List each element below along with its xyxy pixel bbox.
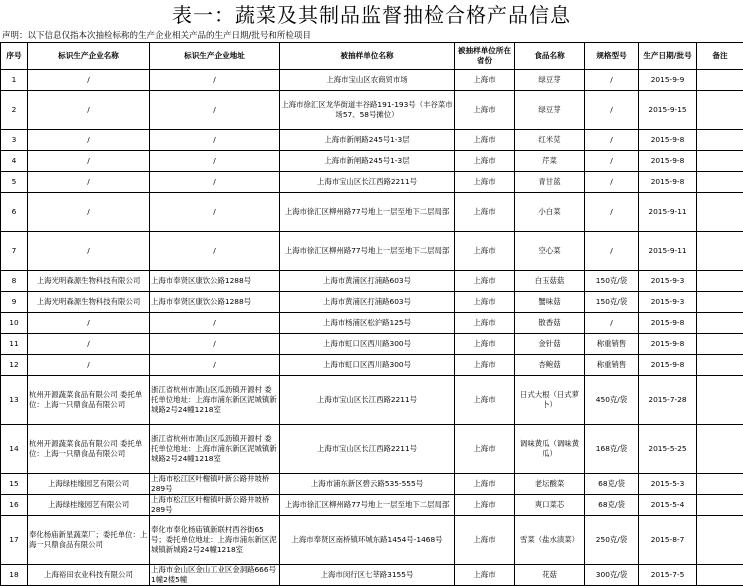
cell-maker: 上海光明森源生物科技有限公司 <box>28 271 150 292</box>
cell-province: 上海市 <box>455 425 515 474</box>
cell-province: 上海市 <box>455 495 515 516</box>
cell-date: 2015-9-8 <box>639 334 697 355</box>
cell-remark <box>697 232 743 271</box>
table-row <box>1 376 743 425</box>
cell-food-name: 白玉菇菇 <box>515 271 585 292</box>
cell-spec: 称重销售 <box>585 355 639 376</box>
header-sampled-unit: 被抽样单位名称 <box>280 43 455 70</box>
cell-date: 2015-9-8 <box>639 151 697 172</box>
cell-maker: 上海绿桂缘园艺有限公司 <box>28 474 150 495</box>
header-province: 被抽样单位所在省份 <box>455 43 515 70</box>
cell-spec: 300克/袋 <box>585 565 639 586</box>
table-row <box>1 474 743 495</box>
cell-maker: / <box>28 193 150 232</box>
cell-spec: 68克/袋 <box>585 495 639 516</box>
header-no: 序号 <box>1 43 28 70</box>
cell-no: 11 <box>1 334 28 355</box>
cell-sampled-unit: 上海市徐汇区柳州路77号地上一层至地下二层局部 <box>280 193 455 232</box>
cell-spec: 250克/袋 <box>585 516 639 565</box>
cell-spec: 68克/袋 <box>585 474 639 495</box>
cell-remark <box>697 172 743 193</box>
cell-maker: 上海绿桂缘园艺有限公司 <box>28 495 150 516</box>
cell-sampled-unit: 上海市黄浦区打浦路603号 <box>280 271 455 292</box>
cell-sampled-unit: 上海市闵行区七莘路3155号 <box>280 565 455 586</box>
cell-address: / <box>150 313 280 334</box>
cell-no: 2 <box>1 91 28 130</box>
cell-sampled-unit: 上海市徐汇区柳州路77号地上一层至地下二层局部 <box>280 232 455 271</box>
table-row <box>1 565 743 586</box>
table-row <box>1 232 743 271</box>
cell-province: 上海市 <box>455 91 515 130</box>
table-row <box>1 292 743 313</box>
cell-maker: 奉化杨庙新星蔬菜厂；委托单位：上海一只鼎食品有限公司 <box>28 516 150 565</box>
cell-no: 17 <box>1 516 28 565</box>
cell-spec: / <box>585 130 639 151</box>
cell-province: 上海市 <box>455 172 515 193</box>
cell-remark <box>697 151 743 172</box>
cell-food-name: 绿豆芽 <box>515 91 585 130</box>
cell-sampled-unit: 上海市宝山区长江西路2211号 <box>280 425 455 474</box>
cell-spec: 168克/袋 <box>585 425 639 474</box>
table-header-row <box>1 43 743 70</box>
cell-no: 8 <box>1 271 28 292</box>
cell-no: 5 <box>1 172 28 193</box>
table-row <box>1 355 743 376</box>
cell-province: 上海市 <box>455 292 515 313</box>
cell-province: 上海市 <box>455 313 515 334</box>
cell-sampled-unit: 上海市宝山区长江西路2211号 <box>280 172 455 193</box>
cell-no: 10 <box>1 313 28 334</box>
cell-address: 上海市金山区金山工业区金洞路666号1幢2楼5幢 <box>150 565 280 586</box>
cell-food-name: 芹菜 <box>515 151 585 172</box>
cell-sampled-unit: 上海市虹口区西川路300号 <box>280 334 455 355</box>
cell-sampled-unit: 上海市宝山区长江西路2211号 <box>280 376 455 425</box>
cell-date: 2015-9-8 <box>639 313 697 334</box>
cell-address: / <box>150 130 280 151</box>
cell-spec: 150克/袋 <box>585 271 639 292</box>
cell-date: 2015-9-11 <box>639 193 697 232</box>
cell-remark <box>697 70 743 91</box>
cell-date: 2015-9-3 <box>639 271 697 292</box>
cell-address: / <box>150 355 280 376</box>
cell-address: 上海市松江区叶榭镇叶新公路井坡桥289号 <box>150 495 280 516</box>
header-date: 生产日期/批号 <box>639 43 697 70</box>
cell-province: 上海市 <box>455 271 515 292</box>
cell-no: 12 <box>1 355 28 376</box>
cell-food-name: 金针菇 <box>515 334 585 355</box>
cell-food-name: 蟹味菇 <box>515 292 585 313</box>
cell-no: 6 <box>1 193 28 232</box>
cell-food-name: 青甘蓝 <box>515 172 585 193</box>
cell-spec: / <box>585 70 639 91</box>
cell-maker: / <box>28 172 150 193</box>
table-row <box>1 495 743 516</box>
cell-address: 上海市奉贤区康饮公路1288号 <box>150 271 280 292</box>
cell-remark <box>697 271 743 292</box>
cell-address: / <box>150 232 280 271</box>
cell-food-name: 老坛酸菜 <box>515 474 585 495</box>
cell-remark <box>697 313 743 334</box>
header-spec: 规格型号 <box>585 43 639 70</box>
page-title: 表一：蔬菜及其制品监督抽检合格产品信息 <box>0 0 743 30</box>
cell-province: 上海市 <box>455 70 515 91</box>
cell-no: 13 <box>1 376 28 425</box>
header-address: 标识生产企业地址 <box>150 43 280 70</box>
cell-remark <box>697 193 743 232</box>
cell-remark <box>697 334 743 355</box>
cell-date: 2015-9-15 <box>639 91 697 130</box>
cell-maker: / <box>28 91 150 130</box>
cell-sampled-unit: 上海市宝山区农商贸市场 <box>280 70 455 91</box>
cell-sampled-unit: 上海市虹口区西川路300号 <box>280 355 455 376</box>
cell-remark <box>697 565 743 586</box>
cell-date: 2015-9-8 <box>639 172 697 193</box>
cell-maker: / <box>28 232 150 271</box>
cell-maker: / <box>28 334 150 355</box>
table-row <box>1 91 743 130</box>
cell-province: 上海市 <box>455 355 515 376</box>
cell-remark <box>697 425 743 474</box>
cell-spec: / <box>585 232 639 271</box>
cell-address: / <box>150 172 280 193</box>
cell-remark <box>697 91 743 130</box>
cell-food-name: 散香菇 <box>515 313 585 334</box>
cell-maker: 杭州开源蔬菜食品有限公司 委托单位：上海一只鼎食品有限公司 <box>28 425 150 474</box>
cell-sampled-unit: 上海市杨浦区松沪路125号 <box>280 313 455 334</box>
cell-province: 上海市 <box>455 376 515 425</box>
cell-province: 上海市 <box>455 151 515 172</box>
cell-date: 2015-9-3 <box>639 292 697 313</box>
header-remark: 备注 <box>697 43 743 70</box>
cell-address: 上海市奉贤区康饮公路1288号 <box>150 292 280 313</box>
table-row <box>1 516 743 565</box>
cell-food-name: 调味黄瓜（调味黄瓜） <box>515 425 585 474</box>
cell-remark <box>697 292 743 313</box>
cell-no: 18 <box>1 565 28 586</box>
cell-province: 上海市 <box>455 193 515 232</box>
cell-maker: 杭州开源蔬菜食品有限公司 委托单位：上海一只鼎食品有限公司 <box>28 376 150 425</box>
table-row <box>1 334 743 355</box>
cell-date: 2015-9-11 <box>639 232 697 271</box>
cell-no: 16 <box>1 495 28 516</box>
cell-food-name: 日式大根（日式萝卜） <box>515 376 585 425</box>
cell-date: 2015-5-25 <box>639 425 697 474</box>
cell-spec: / <box>585 151 639 172</box>
cell-food-name: 小白菜 <box>515 193 585 232</box>
cell-date: 2015-5-4 <box>639 495 697 516</box>
cell-no: 3 <box>1 130 28 151</box>
cell-maker: / <box>28 130 150 151</box>
cell-food-name: 花菇 <box>515 565 585 586</box>
cell-date: 2015-7-5 <box>639 565 697 586</box>
cell-no: 14 <box>1 425 28 474</box>
cell-province: 上海市 <box>455 232 515 271</box>
cell-date: 2015-9-9 <box>639 70 697 91</box>
cell-no: 4 <box>1 151 28 172</box>
inspection-table <box>0 42 743 586</box>
header-maker: 标识生产企业名称 <box>28 43 150 70</box>
cell-sampled-unit: 上海市黄浦区打浦路603号 <box>280 292 455 313</box>
table-row <box>1 193 743 232</box>
cell-address: 浙江省杭州市萧山区瓜沥镇开源村 委托单位地址：上海市浦东新区泥城镇新城路2号24幢1218室 <box>150 425 280 474</box>
disclaimer-note: 声明：以下信息仅指本次抽检标称的生产企业相关产品的生产日期/批号和所检项目 <box>2 30 742 42</box>
cell-province: 上海市 <box>455 474 515 495</box>
cell-address: 浙江省杭州市萧山区瓜沥镇开源村 委托单位地址：上海市浦东新区泥城镇新城路2号24幢1218室 <box>150 376 280 425</box>
cell-remark <box>697 516 743 565</box>
cell-remark <box>697 495 743 516</box>
cell-province: 上海市 <box>455 516 515 565</box>
cell-maker: / <box>28 313 150 334</box>
cell-sampled-unit: 上海市奉贤区南桥镇环城东路1454号-1468号 <box>280 516 455 565</box>
cell-address: / <box>150 334 280 355</box>
cell-food-name: 爽口菜芯 <box>515 495 585 516</box>
cell-food-name: 杏鲍菇 <box>515 355 585 376</box>
cell-spec: 450克/袋 <box>585 376 639 425</box>
cell-address: / <box>150 91 280 130</box>
cell-food-name: 雪菜（盐水渍菜） <box>515 516 585 565</box>
cell-date: 2015-7-28 <box>639 376 697 425</box>
table-row <box>1 271 743 292</box>
table-row <box>1 151 743 172</box>
cell-address: / <box>150 193 280 232</box>
cell-spec: / <box>585 193 639 232</box>
cell-province: 上海市 <box>455 565 515 586</box>
cell-food-name: 绿豆芽 <box>515 70 585 91</box>
cell-maker: / <box>28 151 150 172</box>
cell-sampled-unit: 上海市徐汇区龙华街道丰谷路191-193号（丰谷菜市场57、58号摊位） <box>280 91 455 130</box>
header-food-name: 食品名称 <box>515 43 585 70</box>
cell-date: 2015-9-8 <box>639 130 697 151</box>
cell-sampled-unit: 上海市浦东新区碧云路535-555号 <box>280 474 455 495</box>
cell-address: / <box>150 151 280 172</box>
cell-province: 上海市 <box>455 334 515 355</box>
cell-spec: / <box>585 91 639 130</box>
cell-no: 9 <box>1 292 28 313</box>
cell-date: 2015-8-7 <box>639 516 697 565</box>
cell-address: 上海市松江区叶榭镇叶新公路井坡桥289号 <box>150 474 280 495</box>
table-row <box>1 70 743 91</box>
cell-maker: / <box>28 355 150 376</box>
cell-sampled-unit: 上海市新闸路245号1-3层 <box>280 130 455 151</box>
cell-spec: 150克/袋 <box>585 292 639 313</box>
cell-spec: / <box>585 313 639 334</box>
cell-spec: 称重销售 <box>585 334 639 355</box>
cell-food-name: 空心菜 <box>515 232 585 271</box>
cell-no: 15 <box>1 474 28 495</box>
cell-sampled-unit: 上海市徐汇区柳州路77号地上一层至地下二层局部 <box>280 495 455 516</box>
cell-date: 2015-9-8 <box>639 355 697 376</box>
cell-maker: 上海裕田农业科技有限公司 <box>28 565 150 586</box>
cell-food-name: 红米苋 <box>515 130 585 151</box>
cell-remark <box>697 376 743 425</box>
table-row <box>1 425 743 474</box>
cell-maker: 上海光明森源生物科技有限公司 <box>28 292 150 313</box>
cell-remark <box>697 130 743 151</box>
cell-sampled-unit: 上海市新闸路245号1-3层 <box>280 151 455 172</box>
cell-remark <box>697 474 743 495</box>
cell-date: 2015-5-3 <box>639 474 697 495</box>
table-row <box>1 130 743 151</box>
cell-remark <box>697 355 743 376</box>
cell-address: / <box>150 70 280 91</box>
table-body <box>1 70 743 586</box>
cell-province: 上海市 <box>455 130 515 151</box>
cell-no: 7 <box>1 232 28 271</box>
table-row <box>1 313 743 334</box>
cell-spec: / <box>585 172 639 193</box>
cell-no: 1 <box>1 70 28 91</box>
table-row <box>1 172 743 193</box>
cell-maker: / <box>28 70 150 91</box>
cell-address: 奉化市奉化杨庙镇新联村西谷街65号；委托单位地址：上海市浦东新区泥城镇新城路2号24幢1218室 <box>150 516 280 565</box>
